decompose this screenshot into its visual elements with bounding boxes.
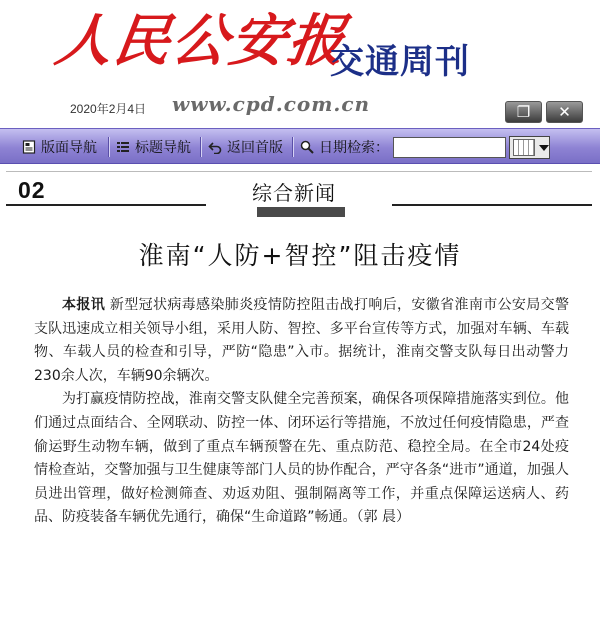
nav-page-layout-label: 版面导航 — [41, 140, 97, 156]
section-title: 综合新闻 — [252, 181, 336, 205]
nav-return-front-label: 返回首版 — [227, 140, 283, 156]
article-headline: 淮南“人防+智控”阻击疫情 — [138, 241, 462, 270]
paragraph-text: 新型冠状病毒感染肺炎疫情防控阻击战打响后，安徽省淮南市公安局交警支队迅速成立相关领导小组，采用人防、智控、多平台宣传等方式，加强对车辆、车载物、车载人员的检查和引导，严防“隐患”入市。据统计，淮南交警支队每日出动警力230余人次，车辆90余辆次。 — [34, 297, 570, 384]
restore-icon: ❐ — [516, 103, 531, 121]
nav-return-front[interactable] — [208, 129, 283, 165]
nav-date-search-label: 日期检索： — [319, 140, 389, 156]
section-tag-bar — [257, 207, 345, 217]
newspaper-header — [0, 0, 600, 128]
page-number: 02 — [18, 177, 46, 203]
nav-page-layout[interactable] — [22, 129, 97, 165]
nav-title-list-label: 标题导航 — [135, 140, 191, 156]
calendar-dropdown-button[interactable] — [509, 136, 550, 159]
date-search-input[interactable] — [393, 137, 506, 158]
nav-divider — [292, 137, 293, 157]
restore-window-button[interactable] — [505, 101, 542, 123]
nav-divider — [200, 137, 201, 157]
article-body — [34, 294, 569, 530]
issue-date: 2020年2月4日 — [70, 102, 147, 116]
return-arrow-icon — [208, 140, 222, 154]
chevron-down-icon — [539, 145, 549, 151]
close-icon: ✕ — [558, 103, 571, 121]
close-window-button[interactable] — [546, 101, 583, 123]
search-icon — [300, 140, 314, 154]
article-page — [0, 164, 600, 634]
article-paragraph — [34, 294, 569, 388]
nav-date-search — [300, 129, 389, 165]
right-rule — [392, 204, 592, 206]
calendar-icon — [513, 139, 535, 156]
lead-label: 本报讯 — [62, 297, 106, 313]
title-list-icon — [116, 140, 130, 154]
left-rule — [6, 204, 206, 206]
top-divider — [6, 171, 592, 172]
nav-title-list[interactable] — [116, 129, 191, 165]
navigation-bar — [0, 128, 600, 164]
page-layout-icon — [22, 140, 36, 154]
edition-subtitle: 交通周刊 — [330, 42, 470, 82]
article-paragraph: 为打赢疫情防控战，淮南交警支队健全完善预案，确保各项保障措施落实到位。他们通过点面结合、全网联动、防控一体、闭环运行等措施，不放过任何疫情隐患，严查偷运野生动物车辆，做到了重点车辆预警在先、重点防范、稳控全局。在全市24处疫情检查站，交警加强与卫生健康等部门人员的协作配合，严守各条“进市”通道，加强人员进出管理，做好检测筛查、劝返劝阻、强制隔离等工作，并重点保障运送病人、药品、防疫装备车辆优先通行，确保“生命道路”畅通。（郭 晨） — [34, 391, 569, 526]
nav-divider — [108, 137, 109, 157]
masthead-logo: 人民公安报 — [51, 8, 351, 74]
site-url[interactable]: www.cpd.com.cn — [172, 92, 371, 116]
